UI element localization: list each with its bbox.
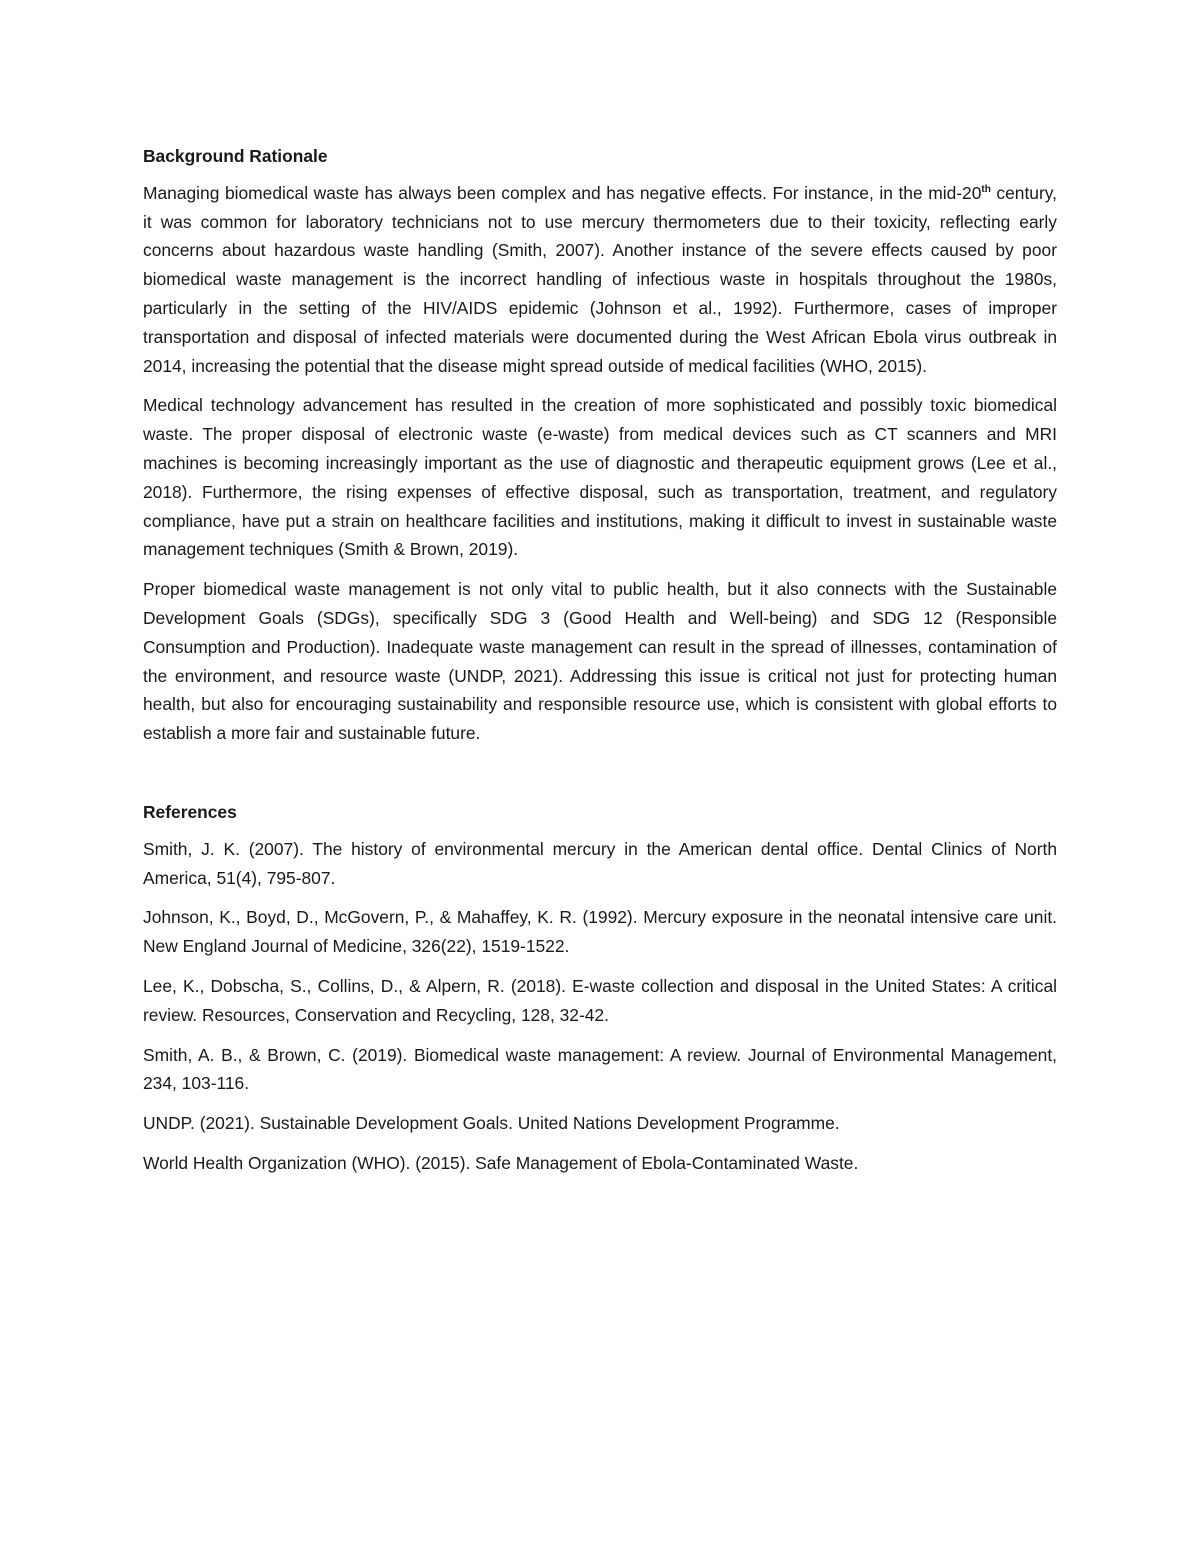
reference-item: Lee, K., Dobscha, S., Collins, D., & Alpern, R. (2018). E-waste collection and disposal in the United States: A critical review. Resources, Conservation and Recycling, 128, 32-42.	[143, 975, 1057, 1025]
paragraph-3: Proper biomedical waste management is not only vital to public health, but it also connects with the Sustainable Development Goals (SDGs), specifically SDG 3 (Good Health and Well-being) and SDG 12 (Responsible Consumption and Production). Inadequate waste management can result in the spread of illnesses, contamination of the environment, and resource waste (UNDP, 2021). Addressing this issue is critical not just for protecting human health, but also for encouraging sustainability and responsible resource use, which is consistent with global efforts to establish a more fair and sustainable future.	[143, 579, 1057, 744]
paragraph-2: Medical technology advancement has resulted in the creation of more sophisticated and possibly toxic biomedical waste. The proper disposal of electronic waste (e-waste) from medical devices such as CT scanners and MRI machines is becoming increasingly important as the use of diagnostic and therapeutic equipment grows (Lee et al., 2018). Furthermore, the rising expenses of effective disposal, such as transportation, treatment, and regulatory compliance, have put a strain on healthcare facilities and institutions, making it difficult to invest in sustainable waste management techniques (Smith & Brown, 2019).	[143, 395, 1057, 560]
paragraph-1	[143, 179, 1057, 381]
document-page	[143, 142, 1057, 1189]
paragraph-1-superscript: th	[981, 184, 991, 195]
section-title: Background Rationale	[143, 146, 328, 166]
reference-item: Smith, J. K. (2007). The history of environmental mercury in the American dental office. Dental Clinics of North America, 51(4), 795-807.	[143, 838, 1057, 888]
references-title: References	[143, 801, 237, 822]
reference-item: World Health Organization (WHO). (2015). Safe Management of Ebola-Contaminated Waste.	[143, 1152, 859, 1173]
reference-item: Johnson, K., Boyd, D., McGovern, P., & Mahaffey, K. R. (1992). Mercury exposure in the neonatal intensive care unit. New England Journal of Medicine, 326(22), 1519-1522.	[143, 907, 1057, 957]
reference-item: UNDP. (2021). Sustainable Development Goals. United Nations Development Programme.	[143, 1113, 840, 1134]
reference-item: Smith, A. B., & Brown, C. (2019). Biomedical waste management: A review. Journal of Environmental Management, 234, 103-116.	[143, 1044, 1057, 1094]
paragraph-1-text-end: century, it was common for laboratory technicians not to use mercury thermometers due to their toxicity, reflecting early concerns about hazardous waste handling (Smith, 2007). Another instance of the severe effects caused by poor biomedical waste management is the incorrect handling of infectious waste in hospitals throughout the 1980s, particularly in the setting of the HIV/AIDS epidemic (Johnson et al., 1992). Furthermore, cases of improper transportation and disposal of infected materials were documented during the West African Ebola virus outbreak in 2014, increasing the potential that the disease might spread outside of medical facilities (WHO, 2015).	[143, 182, 1057, 376]
paragraph-1-text-start: Managing biomedical waste has always been complex and has negative effects. For instance, in the mid-20	[143, 182, 982, 203]
